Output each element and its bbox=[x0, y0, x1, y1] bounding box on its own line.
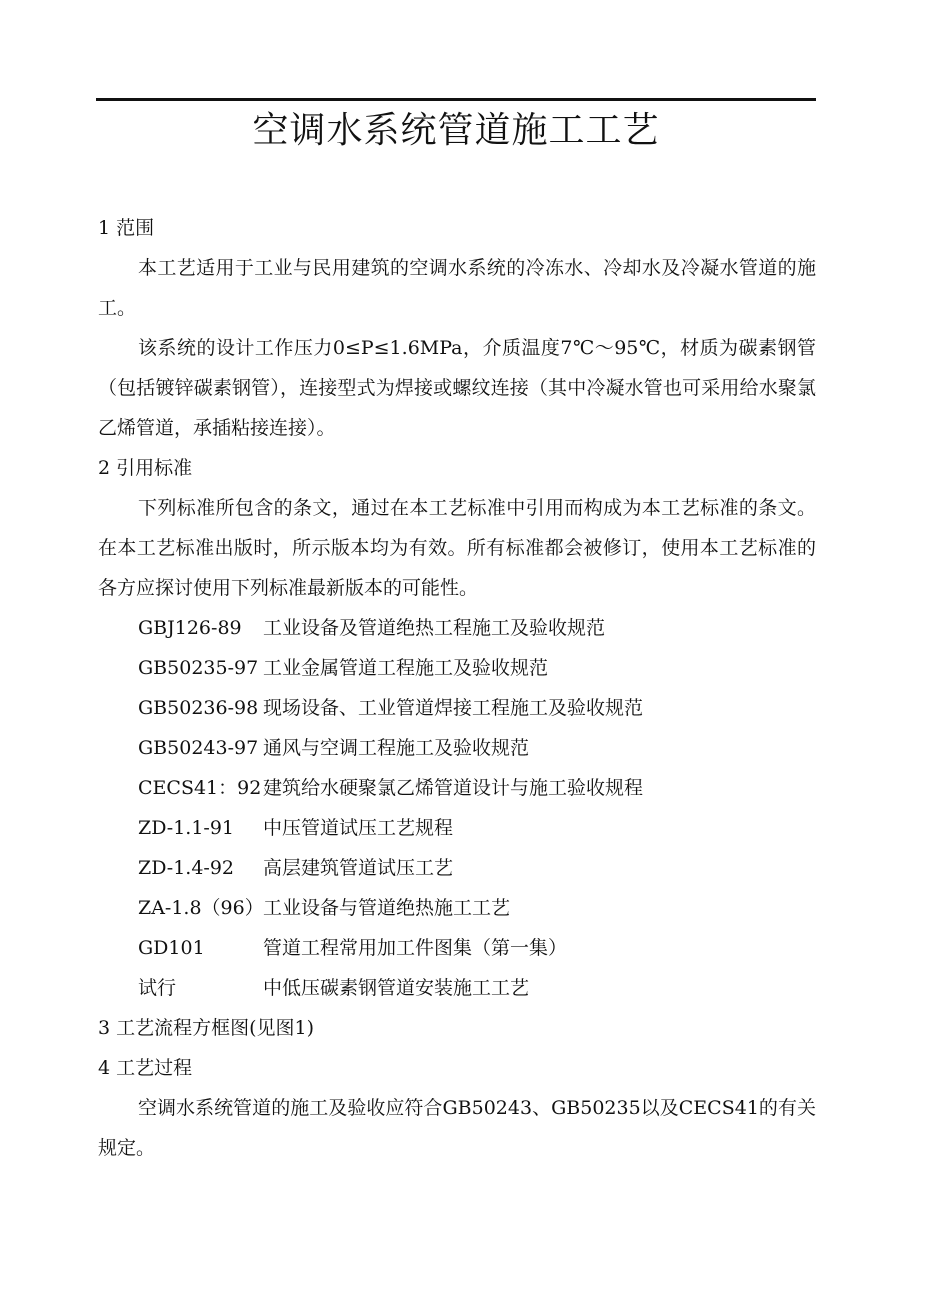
section-2-heading: 2 引用标准 bbox=[98, 457, 193, 479]
reference-item bbox=[138, 888, 816, 928]
top-rule bbox=[96, 98, 816, 101]
reference-code: GB50235-97 bbox=[138, 657, 259, 679]
section-1-heading: 1 范围 bbox=[98, 217, 155, 239]
reference-item bbox=[138, 848, 816, 888]
reference-name: 工业金属管道工程施工及验收规范 bbox=[263, 657, 549, 679]
reference-name: 现场设备、工业管道焊接工程施工及验收规范 bbox=[263, 697, 644, 719]
reference-name: 工业设备及管道绝热工程施工及验收规范 bbox=[263, 617, 606, 639]
reference-name: 中低压碳素钢管道安装施工工艺 bbox=[263, 977, 530, 999]
reference-name: 中压管道试压工艺规程 bbox=[263, 817, 454, 839]
section-1-paragraph-1: 本工艺适用于工业与民用建筑的空调水系统的冷冻水、冷却水及冷凝水管道的施工。 bbox=[98, 257, 816, 319]
reference-standards-list bbox=[98, 608, 816, 1008]
reference-item bbox=[138, 928, 816, 968]
reference-item bbox=[138, 808, 816, 848]
reference-item bbox=[138, 608, 816, 648]
reference-item bbox=[138, 968, 816, 1008]
section-4-paragraph-1: 空调水系统管道的施工及验收应符合GB50243、GB50235以及CECS41的有关规定。 bbox=[98, 1097, 816, 1159]
document-title: 空调水系统管道施工工艺 bbox=[252, 110, 660, 151]
reference-item bbox=[138, 688, 816, 728]
reference-code: GBJ126-89 bbox=[138, 617, 242, 639]
document-body bbox=[98, 208, 816, 1168]
reference-code: ZA-1.8（96） bbox=[138, 897, 264, 919]
reference-item bbox=[138, 728, 816, 768]
reference-item bbox=[138, 648, 816, 688]
reference-item bbox=[138, 768, 816, 808]
reference-code: CECS41：92 bbox=[138, 777, 262, 799]
reference-name: 管道工程常用加工件图集（第一集） bbox=[263, 937, 568, 959]
reference-name: 建筑给水硬聚氯乙烯管道设计与施工验收规程 bbox=[263, 777, 644, 799]
section-3-heading: 3 工艺流程方框图(见图1) bbox=[98, 1017, 315, 1039]
reference-code: GD101 bbox=[138, 937, 205, 959]
reference-name: 工业设备与管道绝热施工工艺 bbox=[263, 897, 511, 919]
reference-code: 试行 bbox=[138, 977, 177, 999]
section-4-heading: 4 工艺过程 bbox=[98, 1057, 193, 1079]
section-2-paragraph-1: 下列标准所包含的条文，通过在本工艺标准中引用而构成为本工艺标准的条文。在本工艺标准出版时，所示版本均为有效。所有标准都会被修订，使用本工艺标准的各方应探讨使用下列标准最新版本的可能性。 bbox=[98, 497, 816, 599]
reference-name: 高层建筑管道试压工艺 bbox=[263, 857, 454, 879]
reference-code: ZD-1.1-91 bbox=[138, 817, 235, 839]
reference-code: ZD-1.4-92 bbox=[138, 857, 235, 879]
section-1-paragraph-2: 该系统的设计工作压力0≤P≤1.6MPa，介质温度7℃～95℃，材质为碳素钢管（包括镀锌碳素钢管），连接型式为焊接或螺纹连接（其中冷凝水管也可采用给水聚氯乙烯管道，承插粘接连接）。 bbox=[98, 337, 816, 439]
reference-code: GB50243-97 bbox=[138, 737, 259, 759]
reference-code: GB50236-98 bbox=[138, 697, 259, 719]
reference-name: 通风与空调工程施工及验收规范 bbox=[263, 737, 530, 759]
